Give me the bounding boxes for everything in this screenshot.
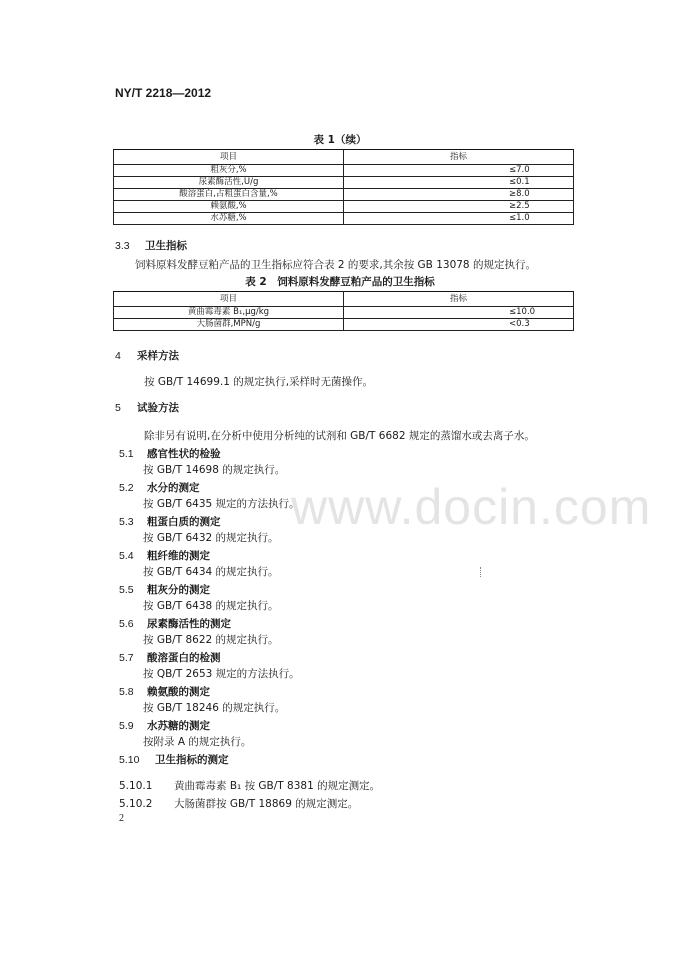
table1 (113, 149, 574, 225)
section-title: 水分的测定 (147, 482, 200, 494)
section-title: 试验方法 (137, 402, 179, 414)
section-number: 5.4 (119, 550, 134, 562)
table1-header-row (114, 150, 574, 165)
section-number: 5.7 (119, 652, 134, 664)
section-5-10-1 (119, 778, 380, 793)
section-title: 酸溶蛋白的检测 (147, 652, 221, 664)
scan-artifact (480, 567, 482, 577)
section-5-5-text: 按 GB/T 6438 的规定执行。 (143, 600, 279, 612)
section-title: 感官性状的检验 (147, 448, 221, 460)
section-text: 黄曲霉毒素 B₁ 按 GB/T 8381 的规定测定。 (174, 780, 381, 792)
section-5-2-heading (119, 480, 200, 495)
table1-cell-item: 水苏糖,% (114, 213, 344, 225)
section-title: 采样方法 (137, 350, 179, 362)
section-4-heading (115, 348, 179, 363)
section-title: 粗蛋白质的测定 (147, 516, 221, 528)
section-5-4-heading (119, 548, 210, 563)
section-number: 5.8 (119, 686, 134, 698)
section-number: 5.6 (119, 618, 134, 630)
section-5-10-heading (119, 752, 229, 767)
table-row (114, 307, 574, 319)
section-title: 粗纤维的测定 (147, 550, 210, 562)
section-5-1-text: 按 GB/T 14698 的规定执行。 (143, 464, 286, 476)
section-5-8-text: 按 GB/T 18246 的规定执行。 (143, 702, 286, 714)
section-5-9-heading (119, 718, 210, 733)
table1-cell-value: ≤7.0 (344, 165, 574, 177)
table-row (114, 189, 574, 201)
section-number: 5.2 (119, 482, 134, 494)
section-number: 5.1 (119, 448, 134, 460)
section-5-5-heading (119, 582, 210, 597)
section-3-3-text: 饲料原料发酵豆粕产品的卫生指标应符合表 2 的要求,其余按 GB 13078 的规定执行。 (135, 259, 536, 271)
table1-cell-item: 酸溶蛋白,占粗蛋白含量,% (114, 189, 344, 201)
section-title: 粗灰分的测定 (147, 584, 210, 596)
table-row (114, 165, 574, 177)
table1-header-index: 指标 (344, 150, 574, 165)
table2-cell-value: ≤10.0 (344, 307, 574, 319)
table2-header-index: 指标 (344, 292, 574, 307)
section-5-7-heading (119, 650, 221, 665)
table-row (114, 177, 574, 189)
section-text: 大肠菌群按 GB/T 18869 的规定测定。 (174, 798, 359, 810)
standard-code: NY/T 2218—2012 (115, 86, 212, 100)
section-4-text: 按 GB/T 14699.1 的规定执行,采样时无菌操作。 (144, 376, 374, 388)
table1-cell-item: 粗灰分,% (114, 165, 344, 177)
table1-caption: 表 1（续） (313, 134, 367, 146)
section-title: 卫生指标的测定 (155, 754, 229, 766)
section-number: 5 (115, 402, 121, 414)
section-title: 水苏糖的测定 (147, 720, 210, 732)
section-title: 尿素酶活性的测定 (147, 618, 231, 630)
table2-cell-value: <0.3 (344, 319, 574, 331)
section-5-6-text: 按 GB/T 8622 的规定执行。 (143, 634, 279, 646)
section-number: 5.10 (119, 754, 140, 766)
section-title: 卫生指标 (145, 240, 187, 252)
section-5-3-heading (119, 514, 221, 529)
table1-cell-value: ≥2.5 (344, 201, 574, 213)
section-number: 5.10.1 (119, 780, 153, 792)
section-number: 5.3 (119, 516, 134, 528)
table1-cell-value: ≤0.1 (344, 177, 574, 189)
section-3-3-heading (115, 238, 187, 253)
table2-caption: 表 2 饲料原料发酵豆粕产品的卫生指标 (245, 276, 435, 288)
table-row (114, 201, 574, 213)
section-5-9-text: 按附录 A 的规定执行。 (143, 736, 252, 748)
table1-header-item: 项目 (114, 150, 344, 165)
section-number: 5.9 (119, 720, 134, 732)
section-5-8-heading (119, 684, 210, 699)
section-5-4-text: 按 GB/T 6434 的规定执行。 (143, 566, 279, 578)
section-5-6-heading (119, 616, 231, 631)
table2-header-item: 项目 (114, 292, 344, 307)
table1-cell-item: 尿素酶活性,U/g (114, 177, 344, 189)
table1-cell-value: ≤1.0 (344, 213, 574, 225)
section-5-heading (115, 400, 179, 415)
section-title: 赖氨酸的测定 (147, 686, 210, 698)
section-5-2-text: 按 GB/T 6435 规定的方法执行。 (143, 498, 300, 510)
table-row (114, 319, 574, 331)
section-5-10-2 (119, 796, 358, 811)
section-5-7-text: 按 QB/T 2653 规定的方法执行。 (143, 668, 300, 680)
watermark-text: www.docin.com (291, 479, 652, 535)
section-5-text: 除非另有说明,在分析中使用分析纯的试剂和 GB/T 6682 规定的蒸馏水或去离子水。 (144, 430, 535, 442)
table1-cell-value: ≥8.0 (344, 189, 574, 201)
page-number: 2 (119, 813, 124, 824)
section-5-1-heading (119, 446, 221, 461)
section-number: 5.10.2 (119, 798, 153, 810)
section-number: 4 (115, 350, 121, 362)
table2-cell-item: 大肠菌群,MPN/g (114, 319, 344, 331)
table2 (113, 291, 574, 331)
section-number: 5.5 (119, 584, 134, 596)
table2-header-row (114, 292, 574, 307)
table1-cell-item: 赖氨酸,% (114, 201, 344, 213)
section-5-3-text: 按 GB/T 6432 的规定执行。 (143, 532, 279, 544)
table2-cell-item: 黄曲霉毒素 B₁,μg/kg (114, 307, 344, 319)
table-row (114, 213, 574, 225)
section-number: 3.3 (115, 240, 130, 252)
